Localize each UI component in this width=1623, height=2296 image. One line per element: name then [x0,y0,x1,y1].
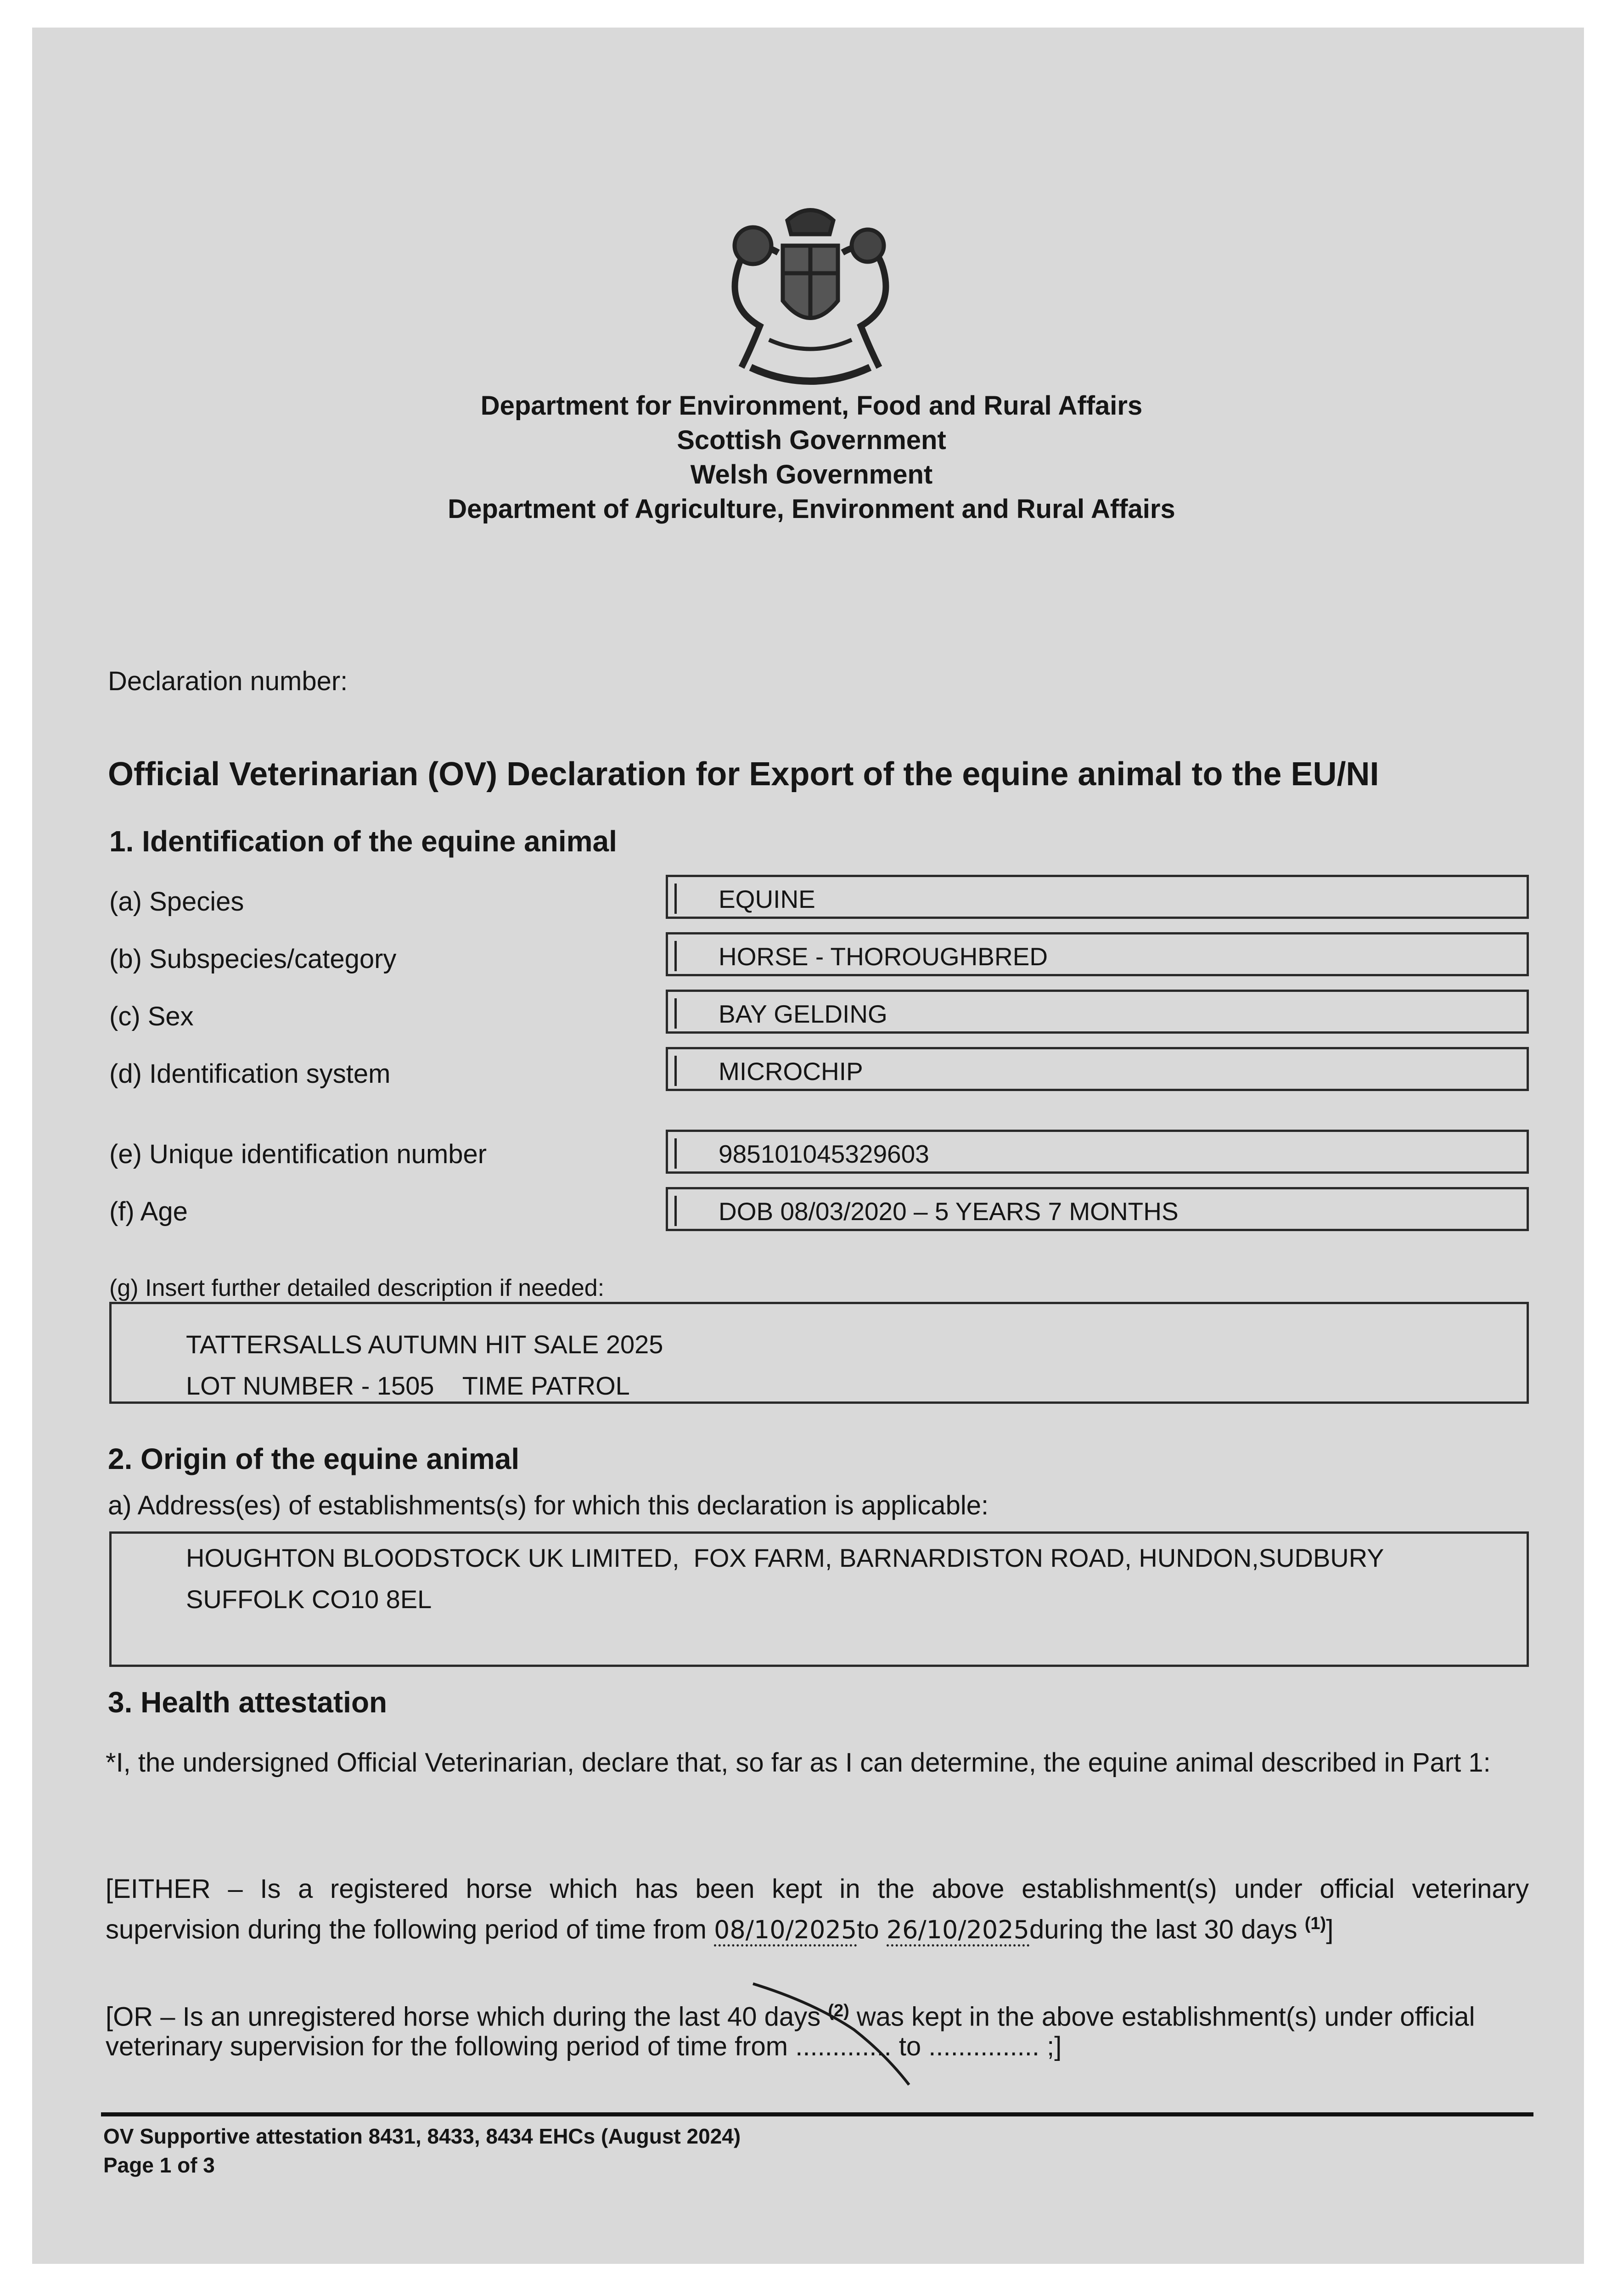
subspecies-value: HORSE - THOROUGHBRED [719,942,1048,971]
species-label: (a) Species [109,887,244,917]
subspecies-field [666,932,1529,976]
section2-heading: 2. Origin of the equine animal [108,1442,520,1475]
further-description-line-2: LOT NUMBER - 1505 TIME PATROL [186,1371,630,1400]
unique-id-label: (e) Unique identification number [109,1139,487,1169]
either-clause-text-a: supervision during the following period of time from [106,1914,707,1945]
either-clause-line-2 [106,1906,1529,1948]
or-clause-text-b: was kept in the above establishment(s) under official [856,2002,1475,2032]
department-line-2: Scottish Government [677,425,946,455]
section3-heading: 3. Health attestation [108,1686,387,1719]
footer-rule [101,2112,1533,2116]
subspecies-label: (b) Subspecies/category [109,944,397,974]
sex-value: BAY GELDING [719,1000,887,1028]
address-line-1: HOUGHTON BLOODSTOCK UK LIMITED, FOX FARM, BARNARDISTON ROAD, HUNDON,SUDBURY [186,1543,1384,1572]
royal-coat-of-arms [709,202,911,395]
age-label: (f) Age [109,1197,188,1227]
footer-attestation-reference: OV Supportive attestation 8431, 8433, 8434 EHCs (August 2024) [103,2124,741,2148]
unique-id-field [666,1130,1529,1174]
unique-id-value: 985101045329603 [719,1140,929,1168]
section2-subheading: a) Address(es) of establishments(s) for which this declaration is applicable: [108,1491,989,1520]
either-to-date: 26/10/2025 [887,1915,1029,1947]
or-clause-line-2: veterinary supervision for the following period of time from ............. to ............... ;] [106,2032,1062,2061]
sex-field [666,990,1529,1034]
further-description-label: (g) Insert further detailed description if needed: [109,1275,605,1301]
address-line-2: SUFFOLK CO10 8EL [186,1585,432,1614]
department-line-4: Department of Agriculture, Environment and Rural Affairs [448,494,1175,524]
either-to-word: to [857,1914,879,1945]
either-clause-text-b: during the last 30 days [1029,1914,1297,1945]
page-title: Official Veterinarian (OV) Declaration for Export of the equine animal to the EU/NI [108,756,1379,793]
handwritten-strikethrough-mark [735,1975,964,2094]
either-clause-end: ] [1326,1914,1334,1945]
footer-page-number: Page 1 of 3 [103,2153,215,2177]
identification-system-label: (d) Identification system [109,1059,391,1089]
age-value: DOB 08/03/2020 – 5 YEARS 7 MONTHS [719,1197,1179,1226]
identification-system-field [666,1047,1529,1091]
or-clause-text-a: [OR – Is an unregistered horse which during the last 40 days [106,2002,821,2032]
department-line-3: Welsh Government [690,460,933,490]
either-clause-line-1: [EITHER – Is a registered horse which has been kept in the above establishment(s) under official veterinary [106,1874,1529,1904]
either-footnote: (1) [1304,1914,1326,1933]
department-line-1: Department for Environment, Food and Rural Affairs [480,391,1143,421]
either-from-date: 08/10/2025 [714,1915,857,1947]
declaration-number-label: Declaration number: [108,666,348,696]
identification-system-value: MICROCHIP [719,1057,863,1086]
age-field [666,1187,1529,1231]
or-footnote: (2) [828,2001,849,2020]
species-field [666,875,1529,919]
further-description-line-1: TATTERSALLS AUTUMN HIT SALE 2025 [186,1330,663,1359]
health-attestation-intro: *I, the undersigned Official Veterinarian, declare that, so far as I can determine, the equine animal described in Part 1: [106,1748,1491,1778]
sex-label: (c) Sex [109,1002,194,1031]
species-value: EQUINE [719,885,815,913]
section1-heading: 1. Identification of the equine animal [109,825,617,858]
